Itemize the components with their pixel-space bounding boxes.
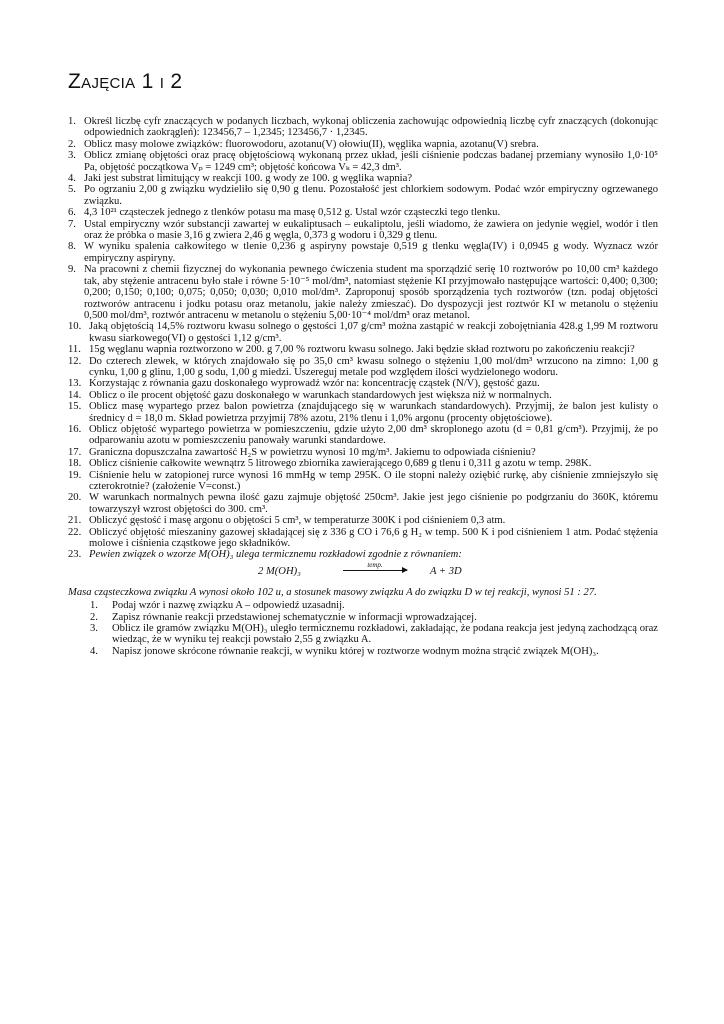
problem-item xyxy=(68,344,658,355)
subquestion-item xyxy=(68,646,658,657)
problem-text: Jaką objętością 14,5% roztworu kwasu solnego o gęstości 1,07 g/cm³ można zastąpić w reakcji zobojętniania 428.g 1,99 M roztworu kwasu siarkowego(VI) o gęstości 1,12 g/cm³. xyxy=(89,321,658,344)
problem-item xyxy=(68,515,658,526)
problem-number: 12. xyxy=(68,355,82,367)
problem-item xyxy=(68,184,658,207)
problem-number: 10. xyxy=(68,321,82,333)
problem-item xyxy=(68,241,658,264)
problem-number: 4. xyxy=(68,173,76,185)
problem-number: 11. xyxy=(68,344,81,356)
problem-number: 23. xyxy=(68,549,82,561)
problem-text: Ustal empiryczny wzór substancji zawartej w eukaliptusach – eukaliptolu, jeśli wiadomo, że zawiera on jedynie węgiel, wodór i tlen oraz że próbka o masie 3,16 g zwiera 2,46 g węgla, 0,373 g wodoru i 0,329 g tlenu. xyxy=(84,218,658,242)
title-rest: AJĘCIA xyxy=(81,75,136,92)
problem-item xyxy=(68,150,658,173)
problem-item xyxy=(68,116,658,139)
problem-number: 3. xyxy=(68,150,76,162)
subquestion-text: Napisz jonowe skrócone równanie reakcji, w wyniku której w roztworze wodnym można strącić związek M(OH)₃. xyxy=(112,645,599,657)
problem-number: 9. xyxy=(68,264,76,276)
problem-text: Jaki jest substrat limitujący w reakcji 100. g wody ze 100. g węglika wapnia? xyxy=(84,173,413,185)
problem-item xyxy=(68,527,658,550)
problem-text: Oblicz ciśnienie całkowite wewnątrz 5 litrowego zbiornika zawierającego 0,689 g tlenu i 0,311 g azotu w temp. 298K. xyxy=(89,458,592,470)
problem-number: 22. xyxy=(68,526,82,538)
problem-number: 5. xyxy=(68,184,76,196)
problem-text: Na pracowni z chemii fizycznej do wykonania pewnego ćwiczenia student ma sporządzić serię 10 roztworów po 10,00 cm³ każdego tak, aby stężenie antracenu było stałe i równe 5·10⁻⁵ mol/dm³, natomiast stężenie KI przyjmowało następujące wartości: 0,400; 0,300; 0,200; 0,150; 0,100; 0,075; 0,050; 0,030; 0,010 mol/dm³. Zaproponuj sposób sporządzenia tych roztworów (tzn. podaj objętości roztworów antracenu i jodku potasu oraz metanolu, jakie należy zmieszać). Do dyspozycji jest roztwór KI w metanolu o stężeniu 0,500 mol/dm³, roztwór antracenu w metanolu o stężeniu 5,00·10⁻⁴ mol/dm³ oraz metanol. xyxy=(84,264,658,321)
problem-number: 21. xyxy=(68,515,82,527)
problem-text: Po ogrzaniu 2,00 g związku wydzieliło się 0,90 g tlenu. Pozostałość jest chlorkiem sodowym. Podać wzór empiryczny ogrzewanego związku. xyxy=(84,184,658,207)
problem-text: Oblicz objętość wypartego powietrza w pomieszczeniu, gdzie użyto 2,00 dm³ skroplonego azotu (d = 0,81 g/cm³). Przyjmij, że po odparowaniu azotu w pomieszczeniu panowały warunki standardowe. xyxy=(89,423,658,447)
problem-text: Ciśnienie helu w zatopionej rurce wynosi 16 mmHg w temp 295K. O ile stopni należy oziębić rurkę, aby ciśnienie zmniejszyło się czterokrotnie? (założenie V=const.) xyxy=(89,469,658,492)
problem-item xyxy=(68,321,658,344)
subquestion-item xyxy=(68,612,658,623)
equation-products: A + 3D xyxy=(430,565,462,577)
subquestion-number: 1. xyxy=(90,600,98,612)
problem-item xyxy=(68,424,658,447)
problem-list xyxy=(68,116,658,561)
subquestion-item xyxy=(68,623,658,646)
problem-number: 19. xyxy=(68,469,82,481)
subquestion-list xyxy=(68,600,658,657)
subquestion-text: Zapisz równanie reakcji przedstawionej schematycznie w informacji wprowadzającej. xyxy=(112,611,477,623)
problem-text: Obliczyć gęstość i masę argonu o objętości 5 cm³, w temperaturze 300K i pod ciśnieniem 0,3 atm. xyxy=(89,515,506,527)
subquestion-item xyxy=(68,600,658,611)
problem-item xyxy=(68,492,658,515)
problem-item xyxy=(68,378,658,389)
document-page xyxy=(68,70,658,657)
problem-item xyxy=(68,549,658,560)
problem-text: Graniczna dopuszczalna zawartość H₂S w powietrzu wynosi 10 mg/m³. Jakiemu to odpowiada ciśnieniu? xyxy=(89,446,536,458)
problem-text: Oblicz zmianę objętości oraz pracę objętościową wykonaną przez układ, jeśli ciśnienie podczas badanej przemiany wynosiło 1,0·10⁵ Pa, objętość początkowa Vₚ = 1249 cm³; objętość końcowa Vₖ = 42,3 dm³. xyxy=(84,150,658,173)
problem-text: Obliczyć objętość mieszaniny gazowej składającej się z 336 g CO i 76,6 g H₂ w temp. 500 K i pod ciśnieniem 1 atm. Podać stężenia molowe i ciśnienia cząstkowe jego składników. xyxy=(89,526,658,550)
problem-number: 14. xyxy=(68,389,82,401)
problem-number: 17. xyxy=(68,446,82,458)
problem-text: Do czterech zlewek, w których znajdowało się po 35,0 cm³ kwasu solnego o stężeniu 1,00 mol/dm³ wrzucono na zimno: 1,00 g cynku, 1,00 g glinu, 1,00 g sodu, 1,00 g miedzi. Uszereguj metale pod względem ilości wydzielonego wodoru. xyxy=(89,355,658,378)
title-conjunction: I xyxy=(159,75,165,92)
subquestion-text: Podaj wzór i nazwę związku A – odpowiedź uzasadnij. xyxy=(112,600,345,612)
problem-text: Określ liczbę cyfr znaczących w podanych liczbach, wykonaj obliczenia zachowując odpowiednią liczbę cyfr znaczących (dokonując odpowiednich zaokrągleń): 123456,7 – 1,2345; 123456,7 · 1,2345. xyxy=(84,116,658,139)
arrow-icon xyxy=(343,570,407,571)
problem-item xyxy=(68,390,658,401)
problem-item xyxy=(68,401,658,424)
problem-number: 7. xyxy=(68,218,76,230)
problem-text: 4,3 10²¹ cząsteczek jednego z tlenków potasu ma masę 0,512 g. Ustal wzór cząsteczki tego tlenku. xyxy=(84,207,501,219)
problem-item xyxy=(68,447,658,458)
problem-number: 8. xyxy=(68,241,76,253)
problem-number: 2. xyxy=(68,138,76,150)
equation-reactant: 2 M(OH)₃ xyxy=(258,565,301,577)
problem-item xyxy=(68,219,658,242)
arrow-label: temp. xyxy=(367,560,383,569)
problem-item xyxy=(68,207,658,218)
subquestion-number: 2. xyxy=(90,611,98,623)
title-initial: Z xyxy=(68,70,82,93)
problem-number: 1. xyxy=(68,116,76,127)
page-title xyxy=(68,70,658,94)
problem-context-paragraph: Masa cząsteczkowa związku A wynosi około 102 u, a stosunek masowy związku A do związku D w tej reakcji, wynosi 51 : 27. xyxy=(68,586,597,598)
problem-text: W warunkach normalnych pewna ilość gazu zajmuje objętość 250cm³. Jakie jest jego ciśnienie po podgrzaniu do 360K, któremu towarzyszył wzrost objętości do 300. cm³. xyxy=(89,492,658,515)
subquestion-number: 3. xyxy=(90,623,98,635)
problem-item xyxy=(68,458,658,469)
reaction-arrow xyxy=(343,561,407,571)
problem-text: Pewien związek o wzorze M(OH)₃ ulega termicznemu rozkładowi zgodnie z równaniem: xyxy=(89,549,462,561)
problem-text: Oblicz masy molowe związków: fluorowodoru, azotanu(V) ołowiu(II), węglika wapnia, azotanu(V) srebra. xyxy=(84,138,539,150)
problem-item xyxy=(68,264,658,321)
problem-item xyxy=(68,356,658,379)
problem-text: 15g węglanu wapnia roztworzono w 200. g 7,00 % roztworu kwasu solnego. Jaki będzie skład roztworu po zakończeniu reakcji? xyxy=(89,344,635,356)
reaction-equation xyxy=(68,561,658,585)
problem-item xyxy=(68,139,658,150)
subquestion-text: Oblicz ile gramów związku M(OH)₃ uległo termicznemu rozkładowi, zakładając, że podana reakcja jest jedyną zachodzącą oraz wiedząc, że w wyniku tej reakcji powstało 2,55 g związku A. xyxy=(112,623,658,646)
title-number-1: 1 xyxy=(141,70,154,93)
problem-number: 15. xyxy=(68,401,82,413)
title-number-2: 2 xyxy=(170,70,183,93)
problem-text: W wyniku spalenia całkowitego w tlenie 0,236 g aspiryny powstaje 0,519 g tlenku węgla(IV) i 0,0945 g wody. Wyznacz wzór empiryczny aspiryny. xyxy=(84,241,658,264)
problem-text: Oblicz o ile procent objętość gazu doskonałego w warunkach standardowych jest większa niż w normalnych. xyxy=(89,389,552,401)
problem-number: 16. xyxy=(68,423,82,435)
problem-item xyxy=(68,173,658,184)
subquestion-number: 4. xyxy=(90,645,98,657)
problem-item xyxy=(68,470,658,493)
problem-number: 20. xyxy=(68,492,82,504)
problem-number: 13. xyxy=(68,378,82,390)
problem-text: Korzystając z równania gazu doskonałego wyprowadź wzór na: koncentrację cząstek (N/V), gęstość gazu. xyxy=(89,378,540,390)
problem-number: 18. xyxy=(68,458,82,470)
problem-text: Oblicz masę wypartego przez balon powietrza (znajdującego się w warunkach standardowych). Przyjmij, że balon jest kulisty o średnicy d = 18,0 m. Skład powietrza przyjmij 78% azotu, 21% tlenu i 1,0% argonu (procenty objętościowe). xyxy=(89,401,658,424)
problem-number: 6. xyxy=(68,207,76,219)
